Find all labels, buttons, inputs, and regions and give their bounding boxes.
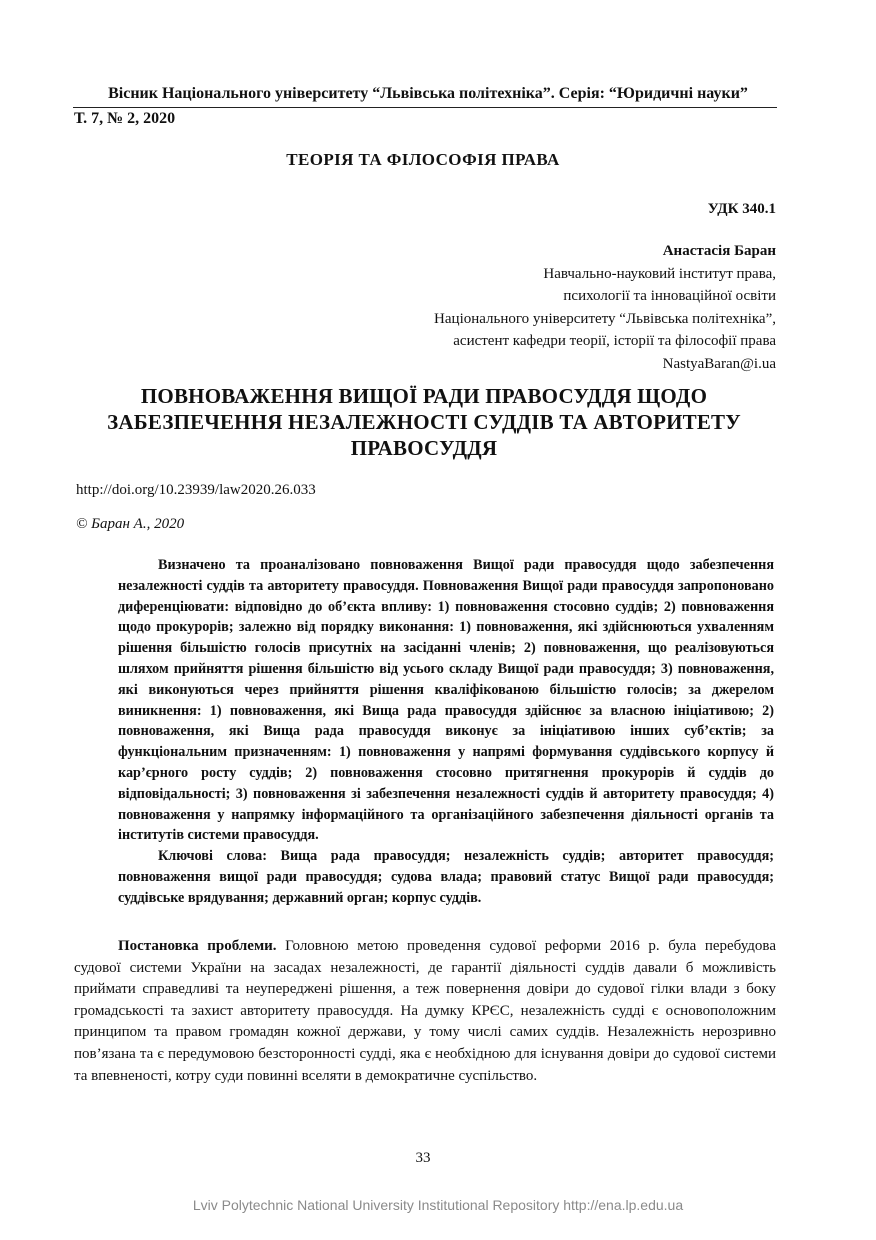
repository-footer[interactable]: Lviv Polytechnic National University Institutional Repository http://ena.lp.edu.ua [192, 1197, 684, 1213]
keywords: Ключові слова: Вища рада правосуддя; незалежність суддів; авторитет правосуддя; повноваження вищої ради правосуддя; судова влада; правовий статус Вищої ради правосуддя; суддівське врядування; державний орган; корпус суддів. [118, 848, 774, 906]
affiliation-line: психології та інноваційної освіти [563, 288, 776, 304]
page-number: 33 [415, 1150, 431, 1166]
title-line: ПРАВОСУДДЯ [350, 436, 498, 460]
doi-link[interactable]: http://doi.org/10.23939/law2020.26.033 [76, 482, 316, 498]
header-rule [73, 107, 777, 108]
udc-code: УДК 340.1 [707, 201, 776, 217]
volume-info: Т. 7, № 2, 2020 [74, 110, 176, 127]
title-line: ЗАБЕЗПЕЧЕННЯ НЕЗАЛЕЖНОСТІ СУДДІВ ТА АВТОРИТЕТУ [107, 410, 741, 434]
abstract [118, 555, 774, 909]
affiliation-line: Національного університету “Львівська політехніка”, [434, 310, 776, 327]
affiliation-line: асистент кафедри теорії, історії та філософії права [453, 333, 776, 349]
abstract-text: Визначено та проаналізовано повноваження Вищої ради правосуддя щодо забезпечення незалежності суддів та авторитету правосуддя. Повноваження Вищої ради правосуддя запропоновано диференціювати: відповідно до об’єкта впливу: 1) повноваження стосовно суддів; 2) повноваження щодо прокурорів; залежно від порядку виконання: 1) повноваження, які здійснюються ухваленням рішення більшістю голосів присутніх на засіданні членів; 2) повноваження, що реалізовуються шляхом прийняття рішення більшістю від усього складу Вищої ради правосуддя; 3) повноваження, які виконуються через прийняття рішення кваліфікованою більшістю голосів; за джерелом виникнення: 1) повноваження, які Вища рада правосуддя здійснює за власною ініціативою; 2) повноваження, які Вища рада правосуддя виконує за ініціативою інших суб’єктів; за функціональним призначенням: 1) повноваження у напрямі формування суддівського корпусу й кар’єрного росту суддів; 2) повноваження стосовно притягнення прокурорів й суддів до відповідальності; 3) повноваження зі забезпечення незалежності суддів й авторитету правосуддя; 4) повноваження у напрямку інформаційного та організаційного забезпечення діяльності органів та інститутів системи правосуддя. [118, 557, 774, 844]
author-block [434, 240, 776, 375]
paper-title [76, 383, 772, 461]
author-name: Анастасія Баран [662, 243, 776, 259]
body-paragraph [74, 936, 776, 1087]
body-text [74, 936, 776, 1087]
title-line: ПОВНОВАЖЕННЯ ВИЩОЇ РАДИ ПРАВОСУДДЯ ЩОДО [140, 384, 708, 408]
paragraph-text: Головною метою проведення судової реформи 2016 р. була перебудова судової системи України на засадах незалежності, де гарантії діяльності суддів давали б можливість приймати справедливі та неупереджені рішення, а теж повернення довіри до судової гілки влади з боку громадськості та захист авторитету правосуддя. На думку КРЄС, незалежність судді є основоположним принципом та правом громадян кожної держави, у тому числі самих суддів. Незалежність нерозривно пов’язана та є передумовою безсторонності судді, яка є необхідною для існування довіри до судової системи та впевненості, котру суди повинні вселяти в демократичне суспільство. [74, 938, 776, 1084]
copyright-note: © Баран А., 2020 [76, 516, 185, 532]
paragraph-lead: Постановка проблеми. [118, 938, 277, 954]
section-title: ТЕОРІЯ ТА ФІЛОСОФІЯ ПРАВА [286, 150, 560, 169]
journal-header: Вісник Національного університету “Львівська політехніка”. Серія: “Юридичні науки” [108, 85, 748, 102]
author-email[interactable]: NastyaBaran@i.ua [662, 355, 776, 372]
affiliation-line: Навчально-науковий інститут права, [543, 265, 776, 282]
